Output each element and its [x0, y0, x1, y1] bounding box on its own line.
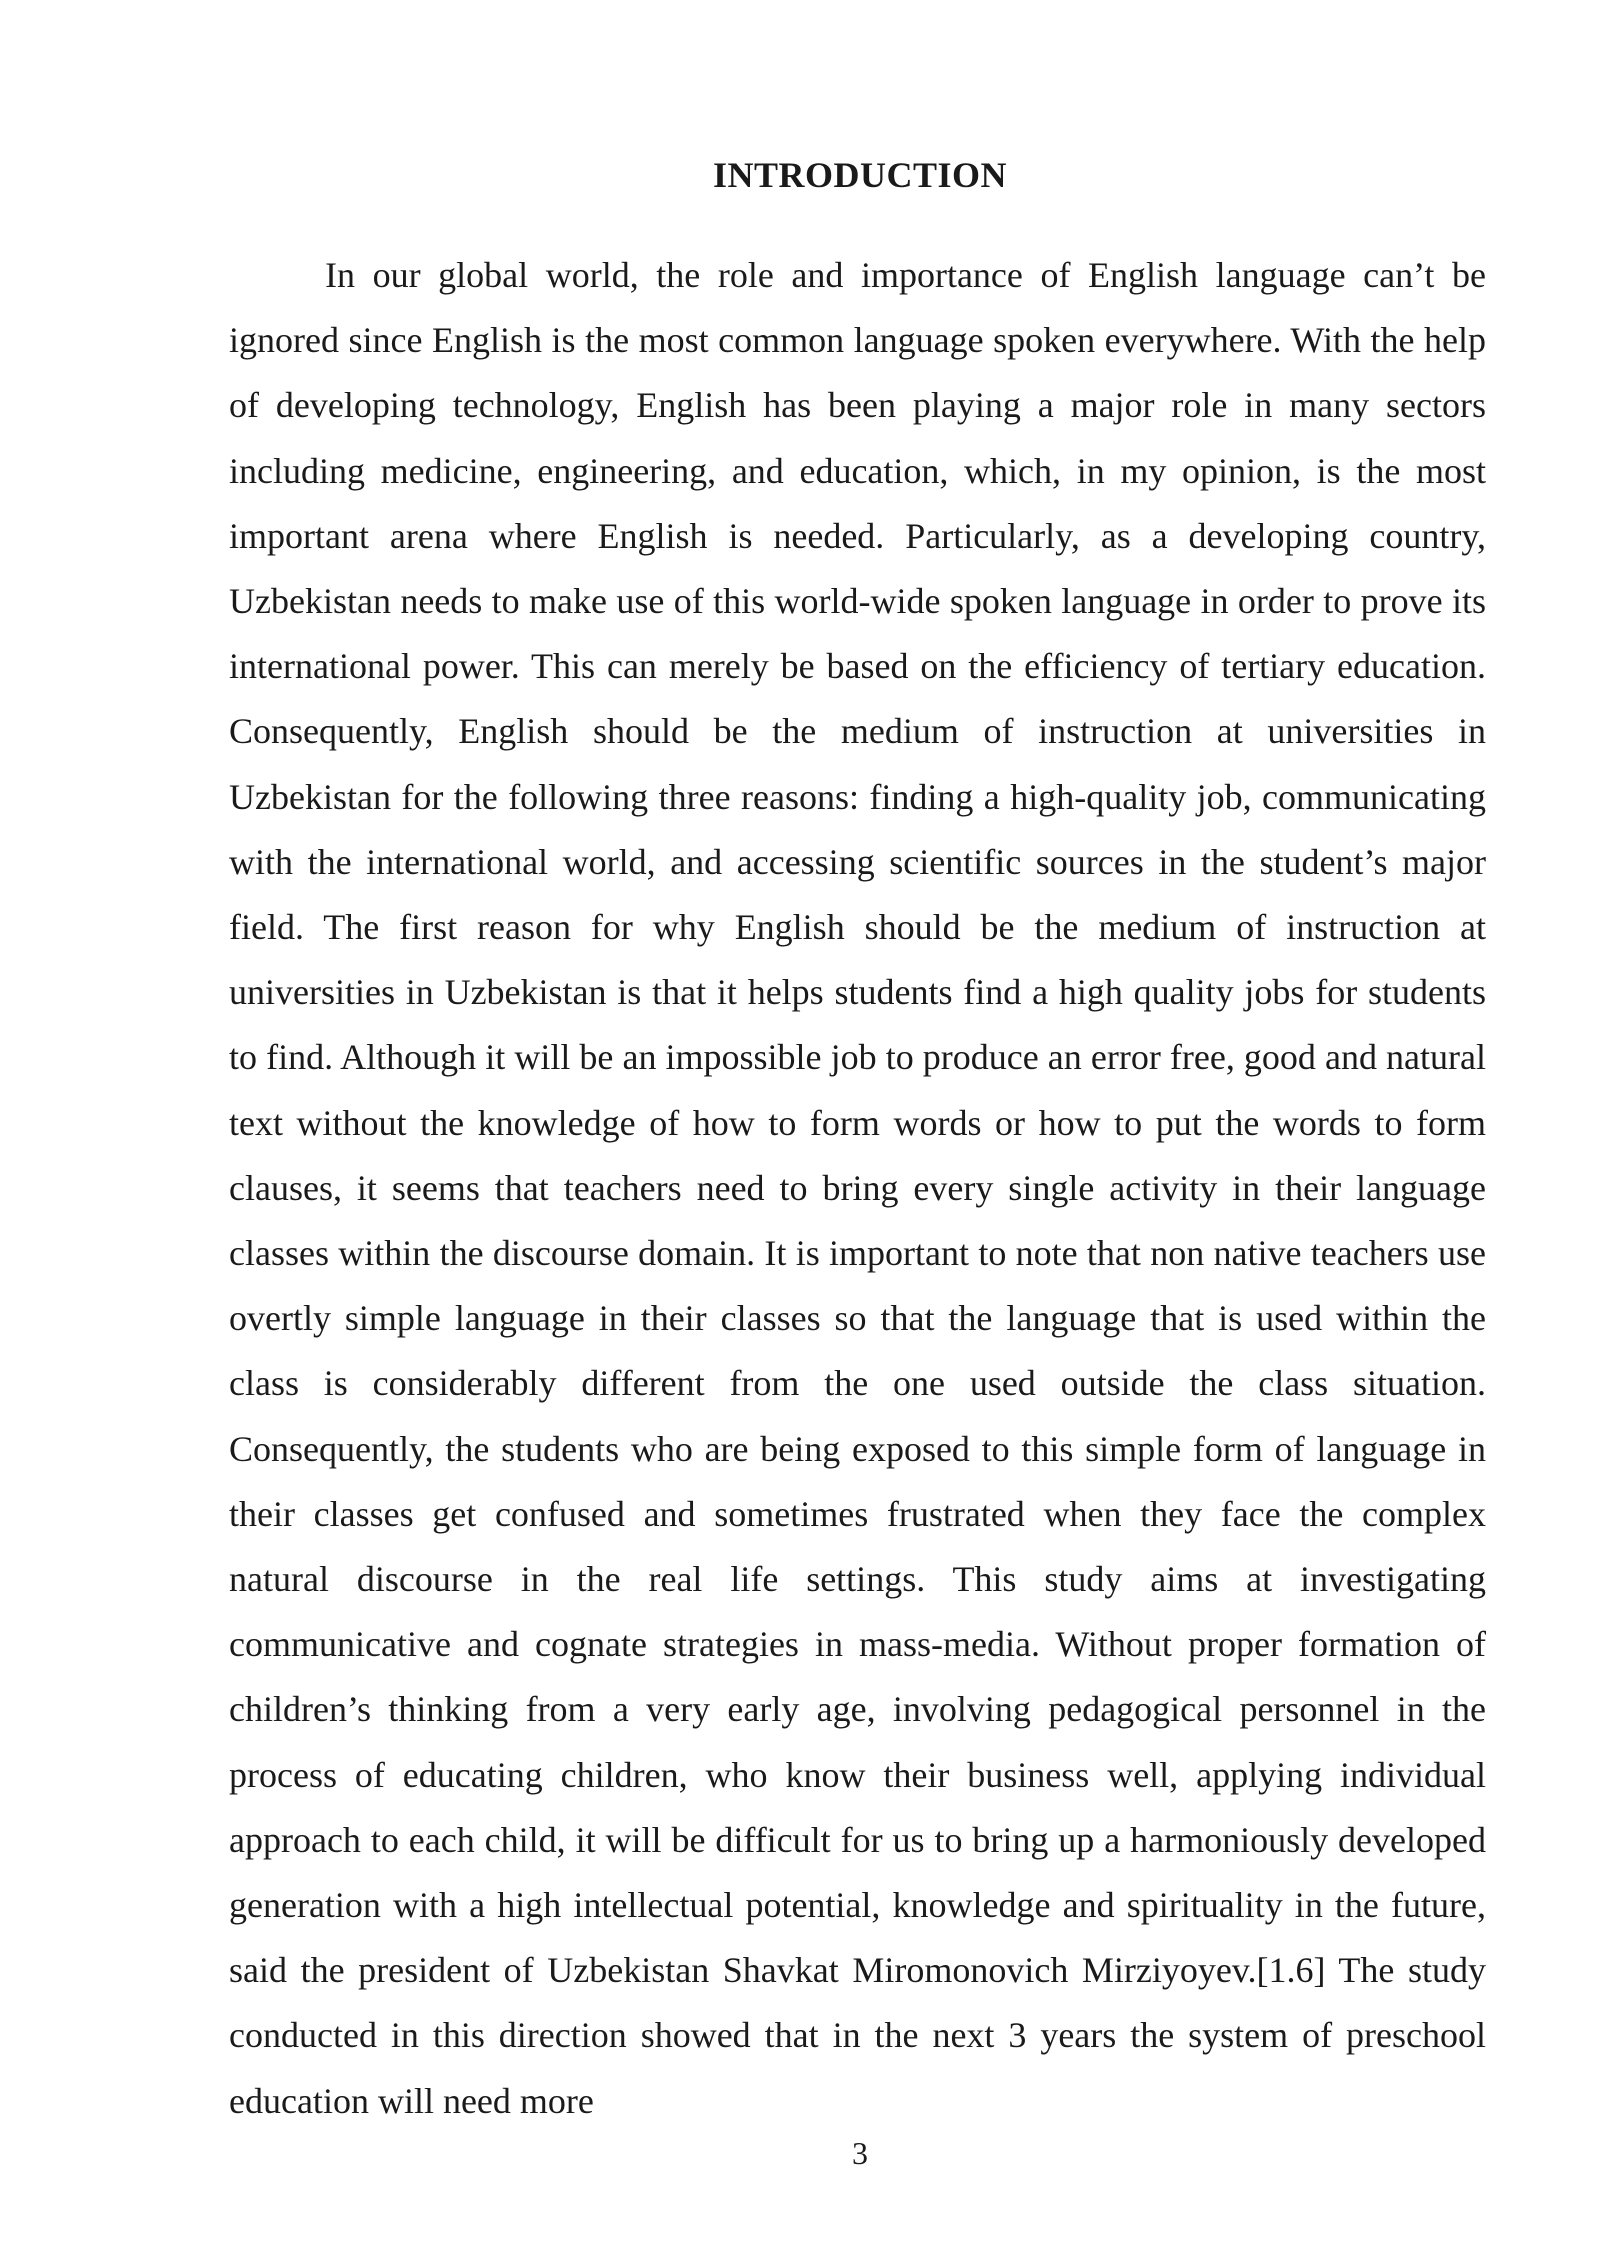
page-title: INTRODUCTION [712, 155, 1008, 195]
page-number: 3 [852, 2135, 868, 2171]
body-paragraph: In our global world, the role and importance of English language can’t be ignored since English is the most common language spoken everywhere. With the help of developing technology, English has been playing a major role in many sectors including medicine, engineering, and education, which, in my opinion, is the most important arena where English is needed. Particularly, as a developing country, Uzbekistan needs to make use of this world-wide spoken language in order to prove its international power. This can merely be based on the efficiency of tertiary education. Consequently, English should be the medium of instruction at universities in Uzbekistan for the following three reasons: finding a high-quality job, communicating with the international world, and accessing scientific sources in the student’s major field. The first reason for why English should be the medium of instruction at universities in Uzbekistan is that it helps students find a high quality jobs for students to find. Although it will be an impossible job to produce an error free, good and natural text without the knowledge of how to form words or how to put the words to form clauses, it seems that teachers need to bring every single activity in their language classes within the discourse domain. It is important to note that non native teachers use overtly simple language in their classes so that the language that is used within the class is considerably different from the one used outside the class situation. Consequently, the students who are being exposed to this simple form of language in their classes get confused and sometimes frustrated when they face the complex natural discourse in the real life settings. This study aims at investigating communicative and cognate strategies in mass-media. Without proper formation of children’s thinking from a very early age, involving pedagogical personnel in the process of educating children, who know their business well, applying individual approach to each child, it will be difficult for us to bring up a harmoniously developed generation with a high intellectual potential, knowledge and spirituality in the future, said the president of Uzbekistan Shavkat Miromonovich Mirziyoyev.[1.6] The study conducted in this direction showed that in the next 3 years the system of preschool education will need more [229, 255, 1486, 2121]
